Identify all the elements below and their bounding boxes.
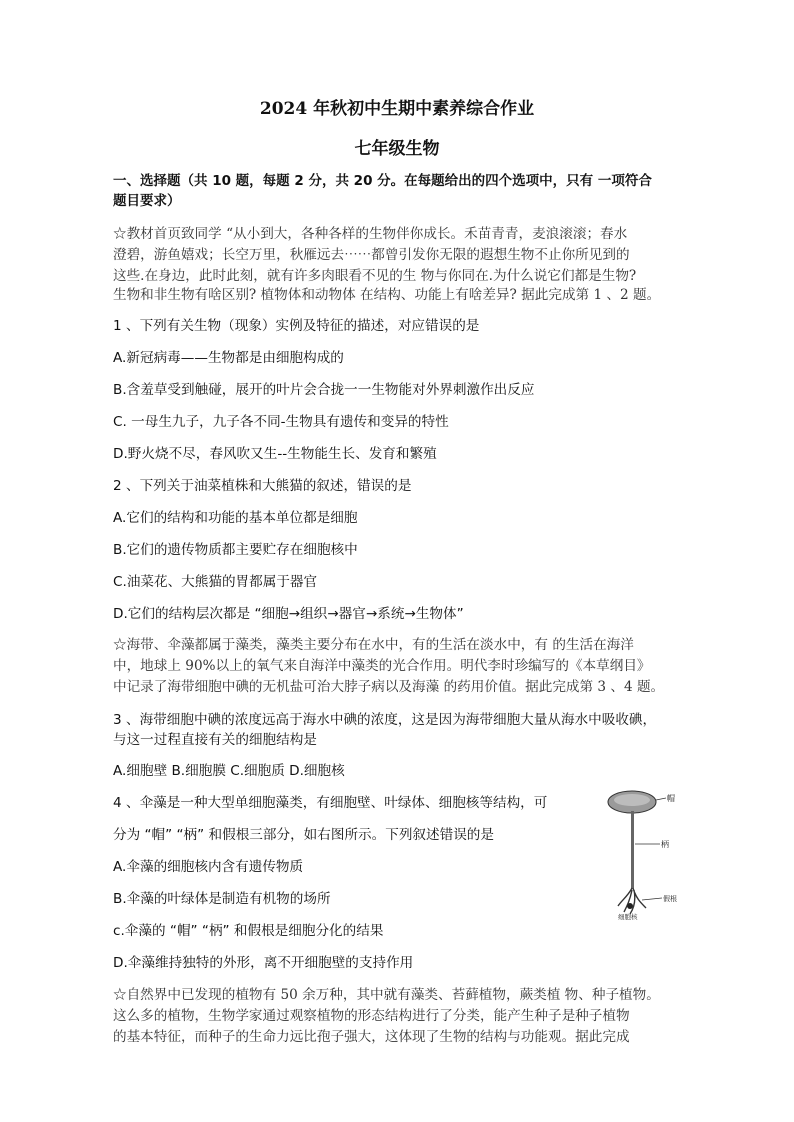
intro-line: 中，地球上 90%以上的氧气来自海洋中藻类的光合作用。明代李时珍编写的《本草纲目》 (113, 658, 651, 674)
question-4-stem: 分为 “帽” “柄” 和假根三部分，如右图所示。下列叙述错误的是 (113, 827, 494, 843)
intro-line: ☆教材首页致同学 “从小到大，各种各样的生物伴你成长。禾苗青青，麦浪滚滚；春水 (113, 226, 628, 242)
question-3-stem: 与这一过程直接有关的细胞结构是 (113, 732, 317, 748)
stalk-shape (631, 811, 634, 888)
q2-option-c: C.油菜花、大熊猫的胃都属于器官 (113, 574, 318, 590)
rhizoid-shape (618, 888, 646, 914)
stalk-label: 柄 (661, 840, 669, 849)
question-3-stem: 3 、海带细胞中碘的浓度远高于海水中碘的浓度，这是因为海带细胞大量从海水中吸收碘， (113, 712, 657, 728)
rhizoid-label: 假根 (663, 895, 677, 903)
q2-option-a: A.它们的结构和功能的基本单位都是细胞 (113, 510, 358, 526)
section-heading-line: 题目要求） (113, 193, 181, 209)
question-4-stem: 4 、伞藻是一种大型单细胞藻类，有细胞壁、叶绿体、细胞核等结构，可 (113, 795, 548, 811)
q1-option-a: A.新冠病毒——生物都是由细胞构成的 (113, 350, 344, 366)
section-heading-line: 一、选择题（共 10 题，每题 2 分，共 20 分。在每题给出的四个选项中，只有 一项符合 (113, 173, 652, 189)
intro-line: 的基本特征，而种子的生命力远比孢子强大，这体现了生物的结构与功能观。据此完成 (113, 1029, 630, 1045)
nucleus-shape (627, 903, 633, 909)
intro-line: 澄碧，游鱼嬉戏；长空万里，秋雁远去⋯⋯都曾引发你无限的遐想生物不止你所见到的 (113, 247, 630, 263)
q1-option-d: D.野火烧不尽，春风吹又生--生物能生长、发育和繁殖 (113, 446, 437, 462)
intro-line: 这些.在身边，此时此刻，就有许多肉眼看不见的生 物与你同在.为什么说它们都是生物? (113, 268, 637, 284)
q1-option-b: B.含羞草受到触碰，展开的叶片会合拢一一生物能对外界刺激作出反应 (113, 382, 535, 398)
question-2-stem: 2 、下列关于油菜植株和大熊猫的叙述，错误的是 (113, 478, 412, 494)
rhizoid-label-line (642, 898, 662, 900)
cap-label: 帽 (667, 794, 675, 803)
question-1-stem: 1 、下列有关生物（现象）实例及特征的描述，对应错误的是 (113, 318, 480, 334)
nucleus-label: 细胞核 (618, 913, 638, 920)
intro-line: ☆海带、伞藻都属于藻类，藻类主要分布在水中，有的生活在淡水中，有 的生活在海洋 (113, 637, 634, 653)
q3-options: A.细胞壁 B.细胞膜 C.细胞质 D.细胞核 (113, 763, 345, 779)
q4-option-c: c.伞藻的 “帽” “柄” 和假根是细胞分化的结果 (113, 923, 384, 939)
q4-option-b: B.伞藻的叶绿体是制造有机物的场所 (113, 891, 331, 907)
cap-shape-shade (614, 794, 650, 806)
section-heading (113, 171, 693, 211)
intro-line: ☆自然界中已发现的植物有 50 余万种，其中就有藻类、苔藓植物，蕨类植 物、种子植物。 (113, 987, 660, 1003)
q4-option-a: A.伞藻的细胞核内含有遗传物质 (113, 859, 304, 875)
q2-option-b: B.它们的遗传物质都主要贮存在细胞核中 (113, 542, 358, 558)
acetabularia-diagram (600, 788, 684, 920)
intro-line: 中记录了海带细胞中碘的无机盐可治大脖子病以及海藻 的药用价值。据此完成第 3 、4 题。 (113, 679, 665, 695)
q2-option-d: D.它们的结构层次都是 “细胞→组织→器官→系统→生物体” (113, 606, 464, 622)
exam-title: 2024 年秋初中生期中素养综合作业 (259, 99, 535, 119)
intro-line: 生物和非生物有啥区别? 植物体和动物体 在结构、功能上有啥差异? 据此完成第 1 、2 题。 (113, 287, 661, 303)
subject-title: 七年级生物 (354, 139, 440, 159)
q4-option-d: D.伞藻维持独特的外形，离不开细胞壁的支持作用 (113, 955, 414, 971)
q1-option-c: C. 一母生九子，九子各不同-生物具有遗传和变异的特性 (113, 414, 449, 430)
intro-line: 这么多的植物，生物学家通过观察植物的形态结构进行了分类，能产生种子是种子植物 (113, 1008, 630, 1024)
cap-label-line (656, 798, 666, 800)
